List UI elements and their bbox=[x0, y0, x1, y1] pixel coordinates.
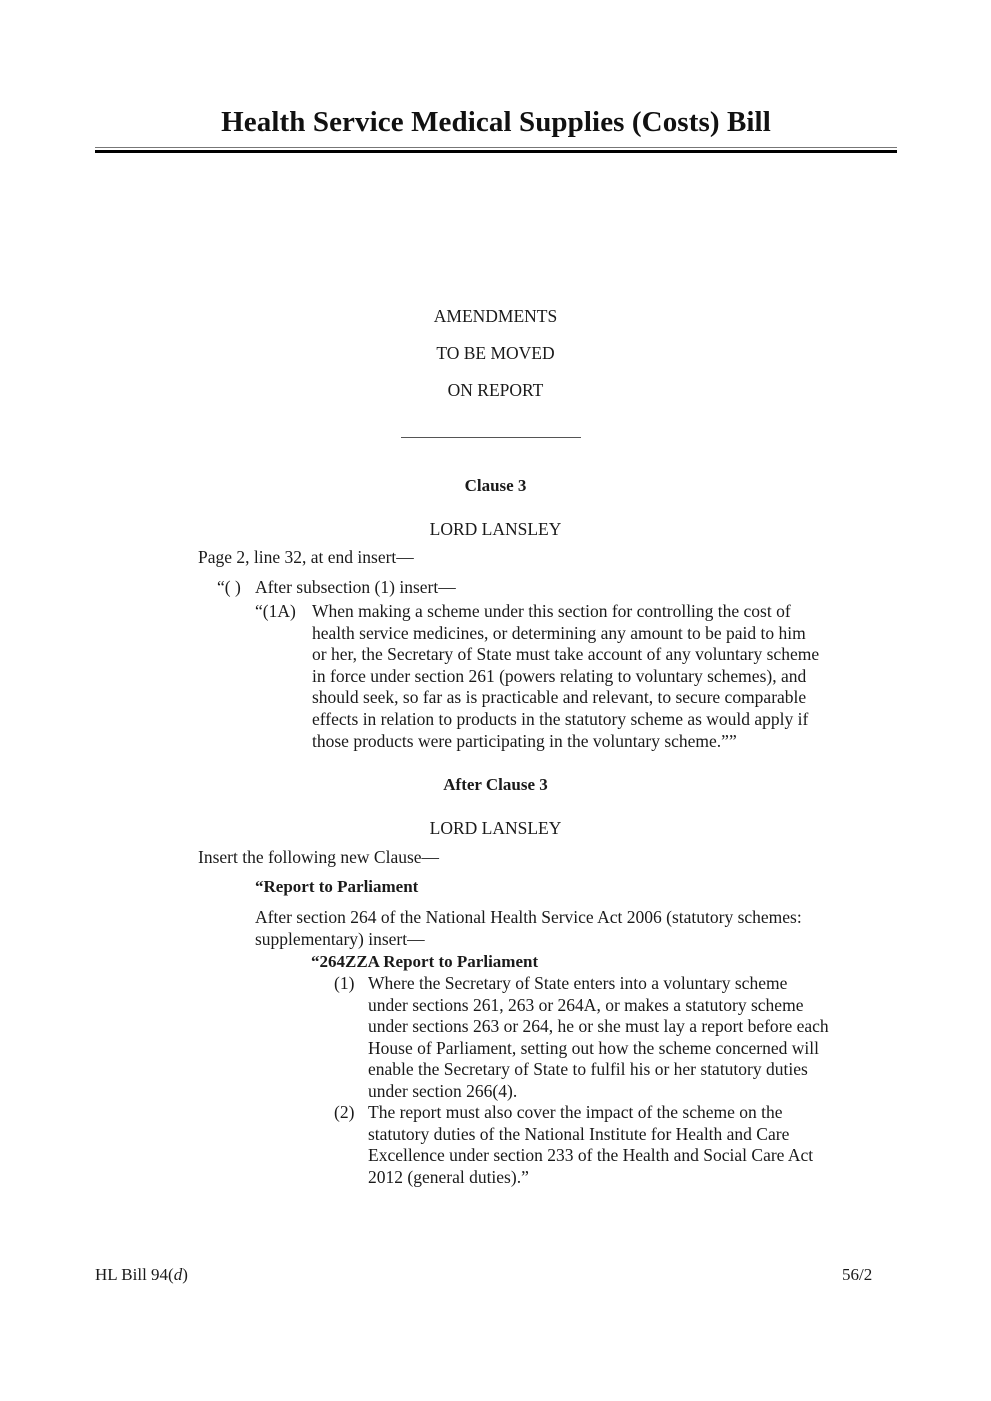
subsection-label: (1) bbox=[334, 973, 355, 993]
text-line: After section 264 of the National Health Service Act 2006 (statutory schemes: bbox=[255, 907, 802, 927]
new-clause-intro bbox=[255, 907, 897, 950]
title-rule-thin bbox=[95, 147, 897, 148]
bill-title: Health Service Medical Supplies (Costs) Bill bbox=[221, 106, 771, 138]
subsection-label: (2) bbox=[334, 1102, 355, 1122]
subsection-label: “( ) bbox=[217, 577, 241, 597]
amendment-instruction: Insert the following new Clause— bbox=[198, 847, 440, 867]
title-rule-thick bbox=[95, 150, 897, 153]
text-line: under section 266(4). bbox=[368, 1080, 518, 1101]
heading-line-2: TO BE MOVED bbox=[436, 343, 555, 363]
text-line: under sections 261, 263 or 264A, or makes a statutory scheme bbox=[368, 994, 804, 1015]
subsection-text: After subsection (1) insert— bbox=[255, 577, 456, 597]
text-line: in force under section 261 (powers relating to voluntary schemes), and bbox=[312, 665, 807, 686]
inserted-subsection-text bbox=[312, 601, 897, 752]
text-line: When making a scheme under this section for controlling the cost of bbox=[312, 601, 791, 621]
text-line: Excellence under section 233 of the Health and Social Care Act bbox=[368, 1145, 814, 1166]
page-reference: 56/2 bbox=[842, 1265, 873, 1284]
heading-line-1: AMENDMENTS bbox=[433, 306, 558, 326]
text-line: Where the Secretary of State enters into a voluntary scheme bbox=[368, 973, 788, 993]
subsection-text bbox=[368, 1102, 897, 1188]
inserted-subsection-label: “(1A) bbox=[255, 601, 296, 621]
heading-divider bbox=[401, 437, 581, 438]
member-name: LORD LANSLEY bbox=[429, 519, 562, 539]
section-title: “264ZZA Report to Parliament bbox=[311, 952, 539, 971]
new-clause-title: “Report to Parliament bbox=[255, 877, 419, 896]
bill-ref-suffix: ) bbox=[182, 1265, 188, 1284]
member-name: LORD LANSLEY bbox=[429, 818, 562, 838]
bill-ref-prefix: HL Bill 94( bbox=[95, 1265, 174, 1284]
bill-reference bbox=[95, 1265, 188, 1285]
subsection-text bbox=[368, 973, 897, 1103]
text-line: those products were participating in the voluntary scheme.”” bbox=[312, 730, 737, 751]
text-line: 2012 (general duties).” bbox=[368, 1166, 529, 1187]
amendment-instruction: Page 2, line 32, at end insert— bbox=[198, 547, 414, 567]
text-line: or her, the Secretary of State must take account of any voluntary scheme bbox=[312, 644, 820, 665]
clause-heading: Clause 3 bbox=[464, 476, 527, 495]
text-line: enable the Secretary of State to fulfil his or her statutory duties bbox=[368, 1059, 808, 1080]
text-line: House of Parliament, setting out how the scheme concerned will bbox=[368, 1037, 819, 1058]
text-line: The report must also cover the impact of the scheme on the bbox=[368, 1102, 783, 1122]
bill-ref-italic: d bbox=[173, 1265, 183, 1284]
text-line: should seek, so far as is practicable and relevant, to secure comparable bbox=[312, 687, 807, 708]
text-line: statutory duties of the National Institute for Health and Care bbox=[368, 1123, 790, 1144]
heading-line-3: ON REPORT bbox=[447, 380, 544, 400]
text-line: health service medicines, or determining any amount to be paid to him bbox=[312, 622, 806, 643]
clause-heading: After Clause 3 bbox=[443, 775, 548, 794]
text-line: effects in relation to products in the statutory scheme as would apply if bbox=[312, 708, 809, 729]
text-line: supplementary) insert— bbox=[255, 928, 425, 949]
text-line: under sections 263 or 264, he or she must lay a report before each bbox=[368, 1016, 829, 1037]
